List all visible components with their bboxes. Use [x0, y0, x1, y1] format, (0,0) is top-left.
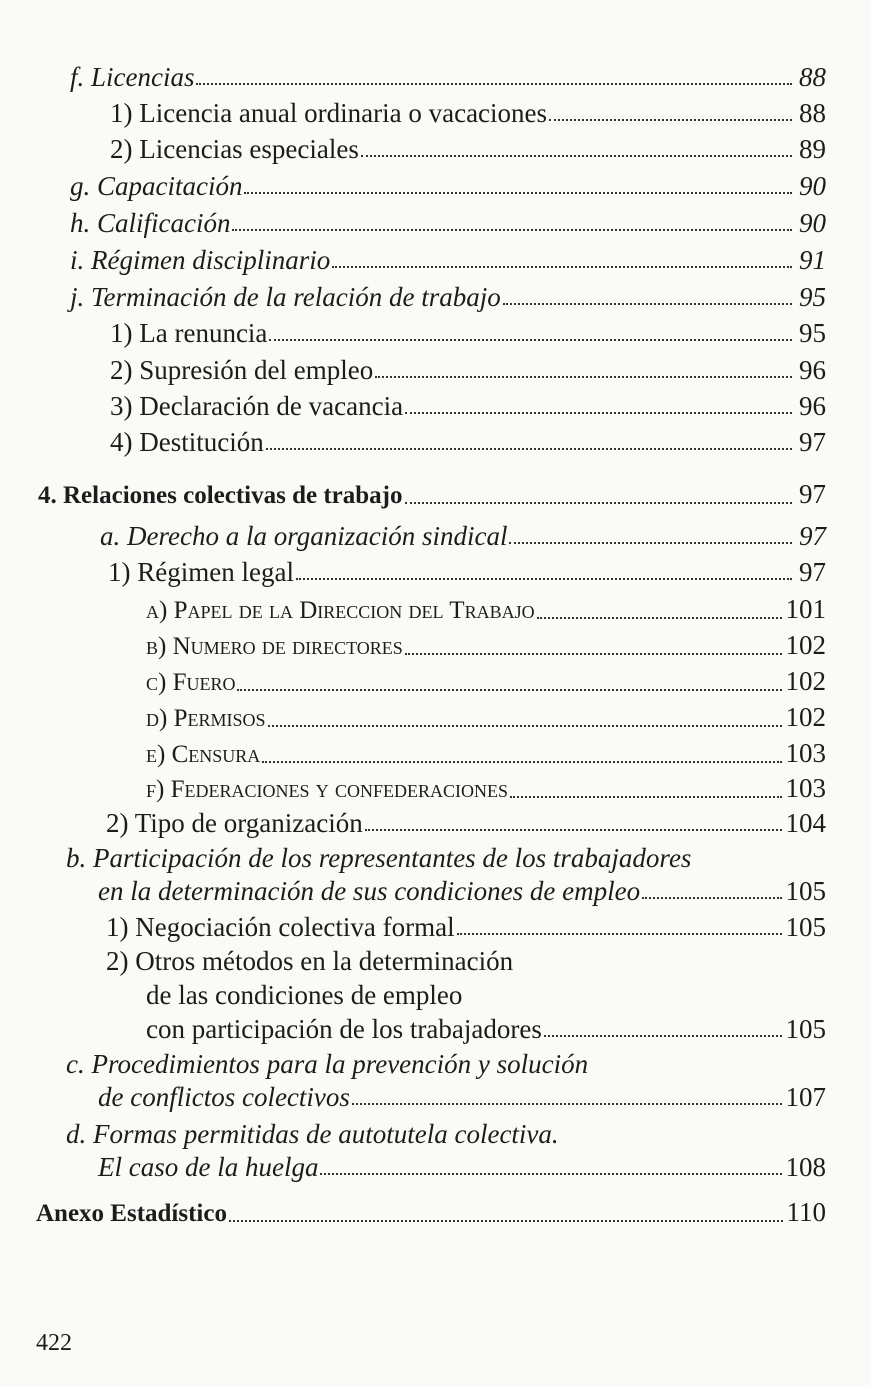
- toc-entry: [106, 808, 826, 838]
- toc-entry: [146, 1014, 826, 1044]
- toc-entry-page: 104: [785, 808, 826, 838]
- toc-entry-title: 2) Supresión del empleo: [110, 355, 374, 385]
- leader-dots: [405, 502, 792, 504]
- toc-entry-title: b) Numero de directores: [146, 633, 403, 660]
- toc-entry-page: 91: [799, 245, 826, 275]
- toc-entry-page: 103: [785, 773, 826, 803]
- toc-entry-title: en la determinación de sus condiciones de empleo: [98, 876, 641, 906]
- leader-dots: [457, 933, 782, 935]
- toc-entry: [70, 245, 826, 275]
- toc-entry-page: 105: [785, 1014, 826, 1044]
- toc-entry-title-line: b. Participación de los representantes de los trabajadores: [66, 843, 692, 873]
- toc-entry-page: 97: [799, 557, 826, 587]
- leader-dots: [365, 829, 782, 831]
- toc-entry-title-line: de las condiciones de empleo: [146, 980, 463, 1010]
- leader-dots: [503, 303, 792, 305]
- toc-entry-page: 105: [785, 912, 826, 942]
- toc-entry-title: a. Derecho a la organización sindical: [100, 521, 508, 551]
- page-number: 422: [36, 1330, 72, 1356]
- toc-entry-title: c) Fuero: [146, 669, 236, 696]
- toc-entry-page: 103: [785, 738, 826, 768]
- toc-entry-title: 1) Licencia anual ordinaria o vacaciones: [110, 98, 548, 128]
- toc-entry-page: 101: [785, 594, 826, 624]
- toc-entry: [108, 557, 826, 587]
- leader-dots: [544, 1035, 782, 1037]
- toc-entry-page: 88: [799, 62, 826, 92]
- leader-dots: [405, 653, 782, 655]
- toc-entry-page: 108: [785, 1152, 826, 1182]
- leader-dots: [296, 578, 792, 580]
- leader-dots: [266, 448, 792, 450]
- toc-entry: [110, 318, 826, 348]
- toc-entry: [110, 391, 826, 421]
- toc-entry-page: 95: [799, 282, 826, 312]
- toc-entry: [110, 355, 826, 385]
- toc-entry-page: 102: [785, 702, 826, 732]
- toc-entry-page: 97: [799, 479, 826, 509]
- leader-dots: [375, 376, 792, 378]
- toc-entry-page: 110: [786, 1197, 826, 1227]
- toc-entry-title: de conflictos colectivos: [98, 1082, 350, 1112]
- toc-entry-title: f. Licencias: [70, 62, 195, 92]
- toc-entry-title-line: 2) Otros métodos en la determinación: [106, 946, 514, 976]
- toc-entry-title: f) Federaciones y confederaciones: [146, 776, 508, 803]
- leader-dots: [509, 542, 792, 544]
- toc-entry: [146, 702, 826, 734]
- toc-entry-title: con participación de los trabajadores: [146, 1014, 542, 1044]
- toc-entry: [98, 876, 826, 906]
- leader-dots: [510, 796, 782, 798]
- toc-entry-title: El caso de la huelga: [98, 1152, 319, 1182]
- leader-dots: [262, 761, 781, 763]
- leader-dots: [244, 192, 792, 194]
- toc-entry-title: 1) Negociación colectiva formal: [106, 912, 455, 942]
- toc-entry: [110, 98, 826, 128]
- toc-entry: [70, 282, 826, 312]
- leader-dots: [537, 617, 782, 619]
- toc-entry-page: 97: [799, 521, 826, 551]
- toc-entry-title-line: d. Formas permitidas de autotutela colectiva.: [66, 1119, 559, 1149]
- leader-dots: [229, 1220, 783, 1222]
- toc-entry: [70, 62, 826, 92]
- leader-dots: [268, 725, 782, 727]
- leader-dots: [196, 83, 792, 85]
- toc-entry-title: h. Calificación: [70, 208, 231, 238]
- leader-dots: [237, 689, 781, 691]
- toc-entry-page: 90: [799, 171, 826, 201]
- toc-entry-title: e) Censura: [146, 741, 261, 768]
- toc-section-entry: [36, 1197, 826, 1229]
- toc-entry-title: i. Régimen disciplinario: [70, 245, 331, 275]
- leader-dots: [405, 412, 792, 414]
- leader-dots: [232, 229, 792, 231]
- toc-entry: [70, 171, 826, 201]
- toc-entry-page: 88: [799, 98, 826, 128]
- toc-entry-page: 89: [799, 134, 826, 164]
- toc-entry-title: 4) Destitución: [110, 427, 264, 457]
- toc-entry-page: 96: [799, 391, 826, 421]
- toc-section-title: 4. Relaciones colectivas de trabajo: [38, 482, 403, 509]
- toc-entry: [98, 1082, 826, 1112]
- toc-entry-title: 2) Tipo de organización: [106, 808, 363, 838]
- toc-entry-title: 2) Licencias especiales: [110, 134, 359, 164]
- toc-entry-title: j. Terminación de la relación de trabajo: [70, 282, 501, 312]
- toc-entry-title: 3) Declaración de vacancia: [110, 391, 404, 421]
- leader-dots: [361, 155, 792, 157]
- toc-entry: [146, 773, 826, 805]
- toc-entry: [146, 630, 826, 662]
- toc-entry-page: 96: [799, 355, 826, 385]
- toc-entry-page: 102: [785, 666, 826, 696]
- toc-entry-page: 90: [799, 208, 826, 238]
- toc-section-title: Anexo Estadístico: [36, 1200, 227, 1227]
- toc-entry-page: 95: [799, 318, 826, 348]
- toc-entry-title: a) Papel de la Direccion del Trabajo: [146, 597, 535, 624]
- toc-entry-page: 105: [785, 876, 826, 906]
- toc-entry: [106, 912, 826, 942]
- leader-dots: [320, 1173, 781, 1175]
- toc-entry: [110, 134, 826, 164]
- toc-entry: [110, 427, 826, 457]
- toc-entry: [70, 208, 826, 238]
- toc-entry: [146, 738, 826, 770]
- toc-entry-title: g. Capacitación: [70, 171, 243, 201]
- leader-dots: [269, 339, 792, 341]
- toc-entry: [146, 594, 826, 626]
- toc-entry-title: d) Permisos: [146, 705, 266, 732]
- leader-dots: [352, 1103, 782, 1105]
- toc-entry: [100, 521, 826, 551]
- toc-entry-page: 107: [785, 1082, 826, 1112]
- toc-entry-page: 102: [785, 630, 826, 660]
- toc-section-entry: [38, 479, 826, 511]
- leader-dots: [642, 897, 781, 899]
- leader-dots: [332, 266, 792, 268]
- leader-dots: [549, 119, 792, 121]
- toc-entry-title: 1) La renuncia: [110, 318, 268, 348]
- toc-entry-title-line: c. Procedimientos para la prevención y solución: [66, 1049, 589, 1079]
- toc-entry-page: 97: [799, 427, 826, 457]
- toc-entry: [98, 1152, 826, 1182]
- toc-entry: [146, 666, 826, 698]
- toc-entry-title: 1) Régimen legal: [108, 557, 294, 587]
